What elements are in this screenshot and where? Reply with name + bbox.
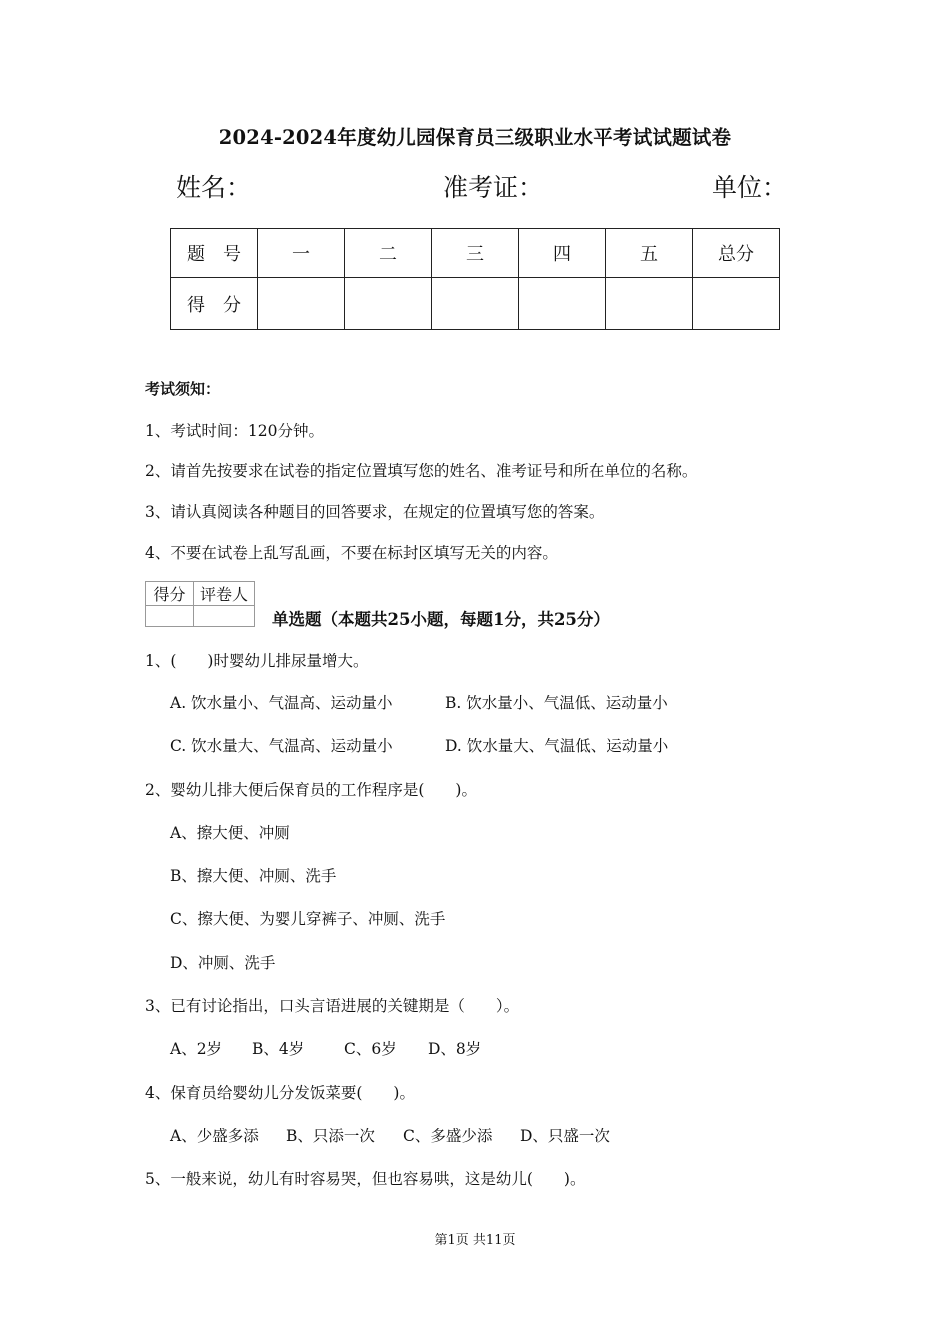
grader-table-grader-label: 评卷人 <box>194 582 255 606</box>
grader-table-score-label: 得分 <box>146 582 194 606</box>
grader-table-cell <box>194 606 255 627</box>
question-stem: 3、已有讨论指出，口头言语进展的关键期是（ ）。 <box>145 997 520 1015</box>
score-table-cell: 五 <box>606 229 693 278</box>
notice-item: 1、考试时间：120分钟。 <box>145 422 324 440</box>
question-option: A、擦大便、冲厕 <box>170 824 290 842</box>
question-option: C、擦大便、为婴儿穿裤子、冲厕、洗手 <box>170 910 446 928</box>
score-table-score-row <box>171 278 780 330</box>
score-table-cell: 题 号 <box>171 229 258 278</box>
grader-table <box>145 581 255 627</box>
score-table-cell: 二 <box>345 229 432 278</box>
question-option: D、冲厕、洗手 <box>170 954 276 972</box>
question-option: A. 饮水量小、气温高、运动量小 <box>170 694 393 712</box>
notice-heading: 考试须知： <box>145 380 221 398</box>
notice-item: 3、请认真阅读各种题目的回答要求，在规定的位置填写您的答案。 <box>145 503 605 521</box>
score-table-cell <box>432 278 519 330</box>
exam-number-field-label: 准考证： <box>443 173 544 202</box>
question-option: C. 饮水量大、气温高、运动量小 <box>170 737 393 755</box>
score-table-cell: 四 <box>519 229 606 278</box>
question-option: A、少盛多添 <box>170 1127 259 1145</box>
question-stem: 1、( )时婴幼儿排尿量增大。 <box>145 652 369 670</box>
question-stem: 4、保育员给婴幼儿分发饭菜要( )。 <box>145 1084 415 1102</box>
score-table-cell: 三 <box>432 229 519 278</box>
notice-item: 4、不要在试卷上乱写乱画，不要在标封区填写无关的内容。 <box>145 544 558 562</box>
section-title: 单选题（本题共25小题，每题1分，共25分） <box>272 610 610 629</box>
score-table-cell <box>258 278 345 330</box>
unit-field-label: 单位： <box>712 173 788 202</box>
question-option: C、多盛少添 <box>403 1127 493 1145</box>
name-field-label: 姓名： <box>176 173 252 202</box>
question-option: B. 饮水量小、气温低、运动量小 <box>445 694 668 712</box>
score-table-cell <box>519 278 606 330</box>
question-option: A、2岁 <box>170 1040 223 1058</box>
question-option: B、4岁 <box>252 1040 305 1058</box>
page-footer: 第1页 共11页 <box>434 1233 516 1248</box>
question-option: C、6岁 <box>344 1040 397 1058</box>
question-option: D、只盛一次 <box>520 1127 610 1145</box>
question-option: D. 饮水量大、气温低、运动量小 <box>445 737 669 755</box>
exam-title: 2024-2024年度幼儿园保育员三级职业水平考试试题试卷 <box>218 126 732 149</box>
score-table-cell <box>693 278 780 330</box>
question-option: B、擦大便、冲厕、洗手 <box>170 867 337 885</box>
score-table <box>170 228 780 330</box>
score-table-header-row <box>171 229 780 278</box>
question-option: B、只添一次 <box>286 1127 375 1145</box>
score-table-cell: 总分 <box>693 229 780 278</box>
score-table-cell <box>345 278 432 330</box>
question-option: D、8岁 <box>428 1040 482 1058</box>
notice-item: 2、请首先按要求在试卷的指定位置填写您的姓名、准考证号和所在单位的名称。 <box>145 462 698 480</box>
grader-table-cell <box>146 606 194 627</box>
score-table-cell: 得 分 <box>171 278 258 330</box>
question-stem: 5、一般来说，幼儿有时容易哭，但也容易哄，这是幼儿( )。 <box>145 1170 586 1188</box>
question-stem: 2、婴幼儿排大便后保育员的工作程序是( )。 <box>145 781 477 799</box>
score-table-cell <box>606 278 693 330</box>
score-table-cell: 一 <box>258 229 345 278</box>
